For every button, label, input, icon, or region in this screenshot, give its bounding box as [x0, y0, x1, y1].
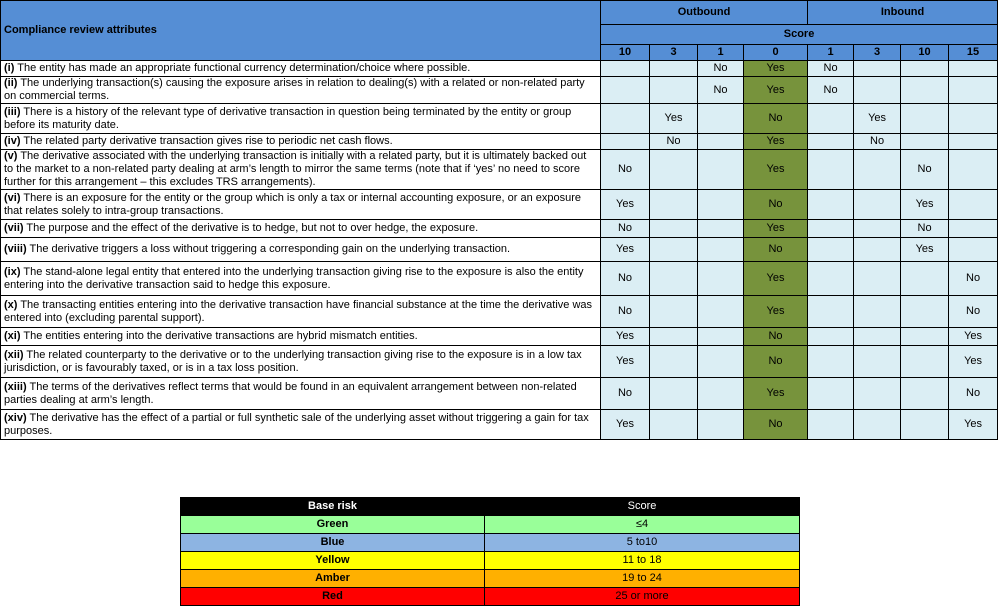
attribute-text [1, 378, 601, 410]
score-cell: Yes [601, 238, 650, 262]
attribute-description: The derivative triggers a loss without triggering a corresponding gain on the underlying transaction. [29, 243, 511, 255]
attribute-description: The entity has made an appropriate functional currency determination/choice where possible. [17, 62, 471, 74]
score-cell: No [744, 346, 808, 378]
score-cell: Yes [744, 150, 808, 190]
score-cell: Yes [949, 328, 998, 346]
score-cell: No [744, 190, 808, 220]
attribute-text [1, 190, 601, 220]
risk-row-blue [181, 534, 800, 552]
score-cell [901, 262, 949, 296]
score-cell: Yes [949, 410, 998, 440]
score-cell [901, 346, 949, 378]
attribute-text [1, 238, 601, 262]
score-cell [698, 238, 744, 262]
score-cell [901, 378, 949, 410]
score-cell [901, 61, 949, 77]
score-cell: No [808, 61, 854, 77]
score-cell [601, 134, 650, 150]
score-cell [698, 346, 744, 378]
attribute-text [1, 262, 601, 296]
attribute-text [1, 150, 601, 190]
score-cell: Yes [601, 328, 650, 346]
attribute-number: (viii) [4, 243, 27, 255]
attribute-description: The entities entering into the derivative transactions are hybrid mismatch entities. [23, 330, 418, 342]
score-cell [901, 134, 949, 150]
attribute-number: (i) [4, 62, 15, 74]
attribute-description: The related party derivative transaction gives rise to periodic net cash flows. [23, 135, 393, 147]
attribute-description: The derivative associated with the underlying transaction is initially with a related party, but it is ultimately backed out to the market to a non-related party dealing at arm’s length to mirror the same terms (note that if ‘yes’ no need to score further for this arrangement – this excludes TRS arrangements). [4, 150, 587, 188]
score-cell: No [949, 378, 998, 410]
score-cell [949, 104, 998, 134]
attribute-description: There is an exposure for the entity or the group which is only a tax or internal accounting exposure, or an exposure that relates solely to intra-group transactions. [4, 191, 582, 217]
score-cell: No [744, 328, 808, 346]
score-cell [698, 190, 744, 220]
score-cell [854, 328, 901, 346]
attribute-text [1, 328, 601, 346]
risk-label: Red [181, 588, 485, 606]
attribute-number: (x) [4, 298, 18, 311]
score-cell: No [650, 134, 698, 150]
risk-row-amber [181, 570, 800, 588]
score-col-in-15: 15 [949, 45, 998, 61]
attribute-row [1, 77, 998, 104]
score-cell [650, 378, 698, 410]
score-cell: No [601, 296, 650, 328]
attribute-description: The terms of the derivatives reflect terms that would be found in an equivalent arrangement between non-related parties dealing at arm’s length. [4, 380, 577, 406]
attribute-description: The underlying transaction(s) causing the exposure arises in relation to dealing(s) with a related or non-related party on commercial terms. [4, 77, 585, 102]
score-cell [650, 410, 698, 440]
score-cell: No [601, 378, 650, 410]
score-cell [808, 378, 854, 410]
score-cell [650, 328, 698, 346]
score-cell: No [601, 262, 650, 296]
score-cell [808, 134, 854, 150]
risk-label: Green [181, 516, 485, 534]
score-cell: Yes [601, 410, 650, 440]
score-cell [854, 150, 901, 190]
attribute-text [1, 220, 601, 238]
score-cell [854, 296, 901, 328]
attribute-row [1, 190, 998, 220]
score-cell [949, 134, 998, 150]
risk-label: Blue [181, 534, 485, 552]
attribute-description: The related counterparty to the derivative or to the underlying transaction giving rise to the exposure is in a low tax jurisdiction, or is favourably taxed, or is in a tax loss position. [4, 348, 582, 374]
attributes-header: Compliance review attributes [1, 1, 601, 61]
score-cell [808, 410, 854, 440]
score-cell [698, 262, 744, 296]
score-cell: No [854, 134, 901, 150]
score-cell: Yes [601, 190, 650, 220]
score-cell: No [698, 77, 744, 104]
attribute-row [1, 104, 998, 134]
score-cell [698, 104, 744, 134]
score-cell [650, 150, 698, 190]
attribute-description: The derivative has the effect of a partial or full synthetic sale of the underlying asset without triggering a gain for tax purposes. [4, 411, 589, 437]
score-cell [808, 220, 854, 238]
score-cell: No [744, 104, 808, 134]
attribute-number: (ii) [4, 77, 18, 89]
score-cell [808, 262, 854, 296]
score-cell [601, 77, 650, 104]
attribute-text [1, 61, 601, 77]
score-cell [949, 150, 998, 190]
attribute-number: (v) [4, 150, 18, 162]
score-cell [854, 378, 901, 410]
score-col-in-10: 10 [901, 45, 949, 61]
base-risk-table [180, 497, 800, 606]
attribute-number: (vi) [4, 191, 21, 204]
score-cell: No [601, 150, 650, 190]
attribute-number: (xii) [4, 348, 24, 361]
score-col-in-3: 3 [854, 45, 901, 61]
score-cell [901, 77, 949, 104]
score-cell [698, 378, 744, 410]
score-cell [901, 104, 949, 134]
attribute-text [1, 104, 601, 134]
attribute-text [1, 410, 601, 440]
score-header: Score [601, 25, 998, 45]
score-cell [854, 220, 901, 238]
attribute-row [1, 346, 998, 378]
score-cell: Yes [650, 104, 698, 134]
risk-score: 5 to10 [485, 534, 800, 552]
score-cell [808, 346, 854, 378]
risk-score: 25 or more [485, 588, 800, 606]
attribute-row [1, 61, 998, 77]
attribute-number: (vii) [4, 222, 24, 234]
score-cell [650, 220, 698, 238]
score-cell [698, 410, 744, 440]
score-cell [650, 190, 698, 220]
score-cell: Yes [744, 296, 808, 328]
score-cell [901, 328, 949, 346]
attribute-row [1, 262, 998, 296]
score-cell [650, 296, 698, 328]
score-cell [949, 190, 998, 220]
base-risk-header: Base risk [181, 498, 485, 516]
attribute-number: (ix) [4, 265, 21, 278]
score-cell [650, 61, 698, 77]
score-cell [808, 328, 854, 346]
attribute-number: (xiii) [4, 380, 27, 393]
score-cell [808, 190, 854, 220]
score-cell: Yes [744, 220, 808, 238]
score-cell [808, 150, 854, 190]
score-cell [949, 77, 998, 104]
attribute-description: The purpose and the effect of the derivative is to hedge, but not to over hedge, the exposure. [26, 222, 479, 234]
score-cell: No [698, 61, 744, 77]
score-cell [854, 238, 901, 262]
risk-score: ≤4 [485, 516, 800, 534]
score-cell [854, 410, 901, 440]
score-cell [698, 296, 744, 328]
score-cell: Yes [744, 134, 808, 150]
score-cell [698, 220, 744, 238]
score-cell [854, 346, 901, 378]
attribute-text [1, 296, 601, 328]
score-cell [698, 328, 744, 346]
score-cell: Yes [744, 61, 808, 77]
attribute-row [1, 150, 998, 190]
attribute-number: (iii) [4, 105, 21, 118]
risk-score-header: Score [485, 498, 800, 516]
score-cell [949, 220, 998, 238]
score-cell [650, 77, 698, 104]
score-cell: No [601, 220, 650, 238]
attribute-text [1, 77, 601, 104]
attribute-text [1, 346, 601, 378]
score-cell: Yes [744, 262, 808, 296]
score-col-0: 0 [744, 45, 808, 61]
score-cell: No [744, 410, 808, 440]
attribute-row [1, 238, 998, 262]
score-cell [808, 296, 854, 328]
attribute-row [1, 328, 998, 346]
score-cell: No [949, 262, 998, 296]
score-cell [854, 77, 901, 104]
attribute-row [1, 220, 998, 238]
score-col-out-3: 3 [650, 45, 698, 61]
score-cell [808, 238, 854, 262]
score-cell [601, 61, 650, 77]
score-cell: No [949, 296, 998, 328]
score-cell [601, 104, 650, 134]
risk-row-red [181, 588, 800, 606]
score-cell [650, 238, 698, 262]
score-cell [808, 104, 854, 134]
score-cell [698, 134, 744, 150]
score-cell: Yes [901, 238, 949, 262]
attribute-row [1, 134, 998, 150]
attribute-row [1, 410, 998, 440]
score-cell [698, 150, 744, 190]
score-cell: Yes [854, 104, 901, 134]
score-col-out-10: 10 [601, 45, 650, 61]
attribute-number: (xi) [4, 330, 21, 342]
risk-row-green [181, 516, 800, 534]
score-cell: Yes [601, 346, 650, 378]
inbound-header: Inbound [808, 1, 998, 25]
risk-row-yellow [181, 552, 800, 570]
score-cell [949, 61, 998, 77]
attribute-row [1, 296, 998, 328]
attribute-description: The stand-alone legal entity that entered into the underlying transaction giving rise to the exposure is also the entity entering into the derivative transaction said to hedge this exposure. [4, 265, 584, 291]
score-cell: Yes [901, 190, 949, 220]
score-col-out-1: 1 [698, 45, 744, 61]
score-cell [854, 262, 901, 296]
attribute-row [1, 378, 998, 410]
score-cell: No [744, 238, 808, 262]
score-cell: No [901, 220, 949, 238]
score-cell [854, 61, 901, 77]
score-cell: Yes [949, 346, 998, 378]
score-cell [901, 296, 949, 328]
score-cell: Yes [744, 77, 808, 104]
risk-label: Yellow [181, 552, 485, 570]
score-cell: No [808, 77, 854, 104]
attribute-number: (xiv) [4, 411, 27, 424]
attribute-text [1, 134, 601, 150]
attribute-number: (iv) [4, 135, 21, 147]
score-cell [650, 262, 698, 296]
score-cell: Yes [744, 378, 808, 410]
score-cell [650, 346, 698, 378]
attribute-description: The transacting entities entering into the derivative transaction have financial substance at the time the derivative was entered into (excluding parental support). [4, 298, 593, 324]
attribute-description: There is a history of the relevant type of derivative transaction in question being terminated by the entity or group before its maturity date. [4, 105, 572, 131]
score-cell [854, 190, 901, 220]
score-cell [949, 238, 998, 262]
risk-score: 19 to 24 [485, 570, 800, 588]
risk-score: 11 to 18 [485, 552, 800, 570]
outbound-header: Outbound [601, 1, 808, 25]
score-col-in-1: 1 [808, 45, 854, 61]
score-cell [901, 410, 949, 440]
score-cell: No [901, 150, 949, 190]
risk-label: Amber [181, 570, 485, 588]
